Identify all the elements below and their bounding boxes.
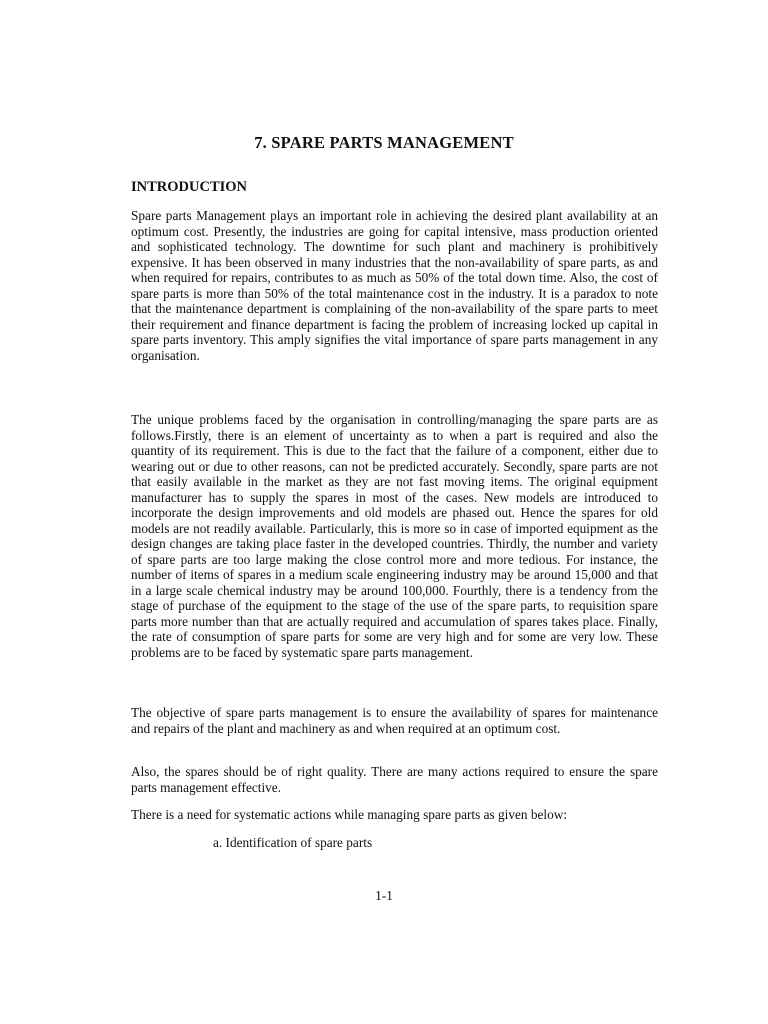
section-heading: INTRODUCTION xyxy=(131,179,248,195)
paragraph-objective: The objective of spare parts management is to ensure the availability of spares for maintenance and repairs of the plant and machinery as and when required at an optimum cost. xyxy=(131,705,658,736)
page-number: 1-1 xyxy=(375,888,393,903)
list-item: a. Identification of spare parts xyxy=(213,835,373,850)
paragraph-actions: There is a need for systematic actions while managing spare parts as given below: xyxy=(131,807,568,822)
chapter-title: 7. SPARE PARTS MANAGEMENT xyxy=(254,133,514,152)
paragraph-quality: Also, the spares should be of right quality. There are many actions required to ensure the spare parts management effective. xyxy=(131,764,658,795)
paragraph-problems: The unique problems faced by the organisation in controlling/managing the spare parts are as follows.Firstly, there is an element of uncertainty as to when a part is required and also the quantity of its requirement. This is due to the fact that the failure of a component, either due to wearing out or due to other reasons, can not be predicted accurately. Secondly, spare parts are not that easily available in the market as they are not fast moving items. The original equipment manufacturer has to supply the spares in most of the cases. New models are introduced to incorporate the design improvements and old models are phased out. Hence the spares for old models are not readily available. Particularly, this is more so in case of imported equipment as the design changes are taking place faster in the developed countries. Thirdly, the number and variety of spare parts are too large making the close control more and more tedious. For instance, the number of items of spares in a medium scale engineering industry may be around 15,000 and that in a large scale chemical industry may be around 100,000. Fourthly, there is a tendency from the stage of purchase of the equipment to the stage of the use of the spare parts, to requisition spare parts more number than that are actually required and accumulation of spares takes place. Finally, the rate of consumption of spare parts for some are very high and for some are very low. These problems are to be faced by systematic spare parts management. xyxy=(131,412,658,660)
paragraph-intro: Spare parts Management plays an important role in achieving the desired plant availability at an optimum cost. Presently, the industries are going for capital intensive, mass production oriented and sophisticated technology. The downtime for such plant and machinery is prohibitively expensive. It has been observed in many industries that the non-availability of spare parts, as and when required for repairs, contributes to as much as 50% of the total down time. Also, the cost of spare parts is more than 50% of the total maintenance cost in the industry. It is a paradox to note that the maintenance department is complaining of the non-availability of the spare parts to meet their requirement and finance department is facing the problem of increasing locked up capital in spare parts inventory. This amply signifies the vital importance of spare parts management in any organisation. xyxy=(131,208,658,363)
